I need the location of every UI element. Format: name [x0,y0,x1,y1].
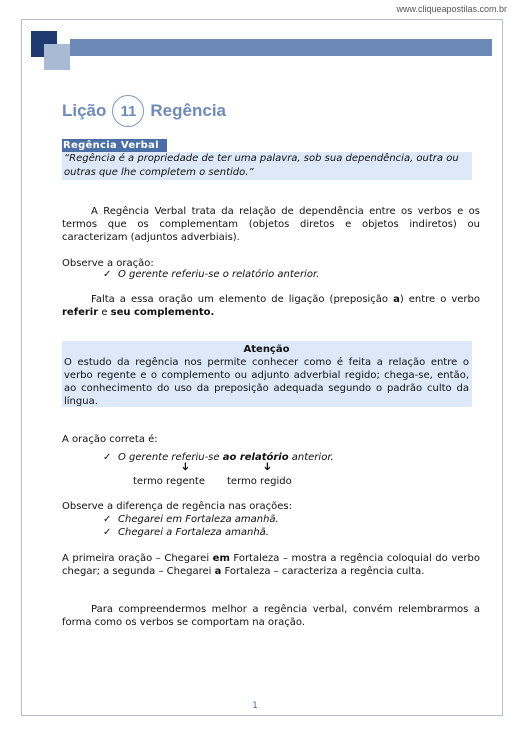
label-termo-regido: termo regido [227,476,292,487]
attention-title: Atenção [243,344,290,355]
arrow-down-icon: ➔ [179,461,193,472]
arrow-down-icon: ➔ [261,461,275,472]
missing-text-a: Falta a essa oração um elemento de ligação (preposição [91,294,394,305]
example-1-text: O gerente referiu-se o relatório anterior. [118,269,320,280]
missing-text-c: e [98,307,111,318]
difference-item-1-text: Chegarei em Fortaleza amanhã. [118,514,279,525]
correct-text-a: O gerente referiu-se [118,452,223,463]
missing-bold-a: a [393,294,400,305]
explanation-text-c: Fortaleza – caracteriza a regência culta. [221,566,425,577]
lesson-subject: Regência [150,101,226,120]
difference-item-2-text: Chegarei a Fortaleza amanhã. [118,527,269,538]
missing-text-b: ) entre o verbo [399,294,480,305]
site-url[interactable]: www.cliqueapostilas.com.br [396,4,507,14]
label-termo-regente: termo regente [133,476,206,487]
definition-label: Regência Verbal [62,139,167,152]
difference-intro: Observe a diferença de regência nas orações: [62,501,292,512]
explanation-text-a: A primeira oração – Chegarei [62,553,213,564]
correct-text-b: anterior. [288,452,334,463]
correct-bold: ao relatório [222,452,289,463]
page-number: 1 [252,701,258,711]
difference-item-1 [103,513,279,526]
header-bar [70,39,492,56]
attention-text: O estudo da regência nos permite conhecer como é feita a relação entre o verbo regente e o complemento ou adjunto adverbial regido; chega-se, então, ao conhecimento do uso da preposição adequada segundo o padrão culto da língua. [64,357,469,407]
explanation-text-b: Fortaleza – mostra a regência coloquial do verbo chegar; a segunda – Chegarei [62,553,480,577]
definition-quote: “Regência é a propriedade de ter uma palavra, sob sua dependência, outra ou outras que lhe completem o sentido.” [62,152,472,180]
lesson-prefix: Lição [62,101,107,120]
check-icon: ✓ [103,452,112,463]
observe-label: Observe a oração: [62,258,154,269]
explanation-paragraph [62,552,480,578]
lesson-number: 11 [112,95,144,127]
explanation-bold-a: a [214,566,222,577]
intro-paragraph: A Regência Verbal trata da relação de dependência entre os verbos e os termos que os complementam (objetos diretos e objetos indiretos) ou caracterizam (adjuntos adverbiais). [62,206,480,243]
closing-paragraph: Para compreendermos melhor a regência verbal, convém relembrarmos a forma como os verbos se comportam na oração. [62,604,480,628]
header-square-light [44,44,70,70]
explanation-bold-em: em [212,553,230,564]
correct-example [103,451,334,464]
missing-paragraph [62,293,480,319]
example-1 [103,268,319,281]
difference-item-2 [103,526,269,539]
lesson-title [62,94,226,128]
attention-box [62,341,472,407]
check-icon: ✓ [103,269,112,280]
missing-bold-referir: referir [62,307,99,318]
check-icon: ✓ [103,527,112,538]
correct-intro: A oração correta é: [62,434,158,445]
check-icon: ✓ [103,514,112,525]
missing-bold-complement: seu complemento. [110,307,215,318]
